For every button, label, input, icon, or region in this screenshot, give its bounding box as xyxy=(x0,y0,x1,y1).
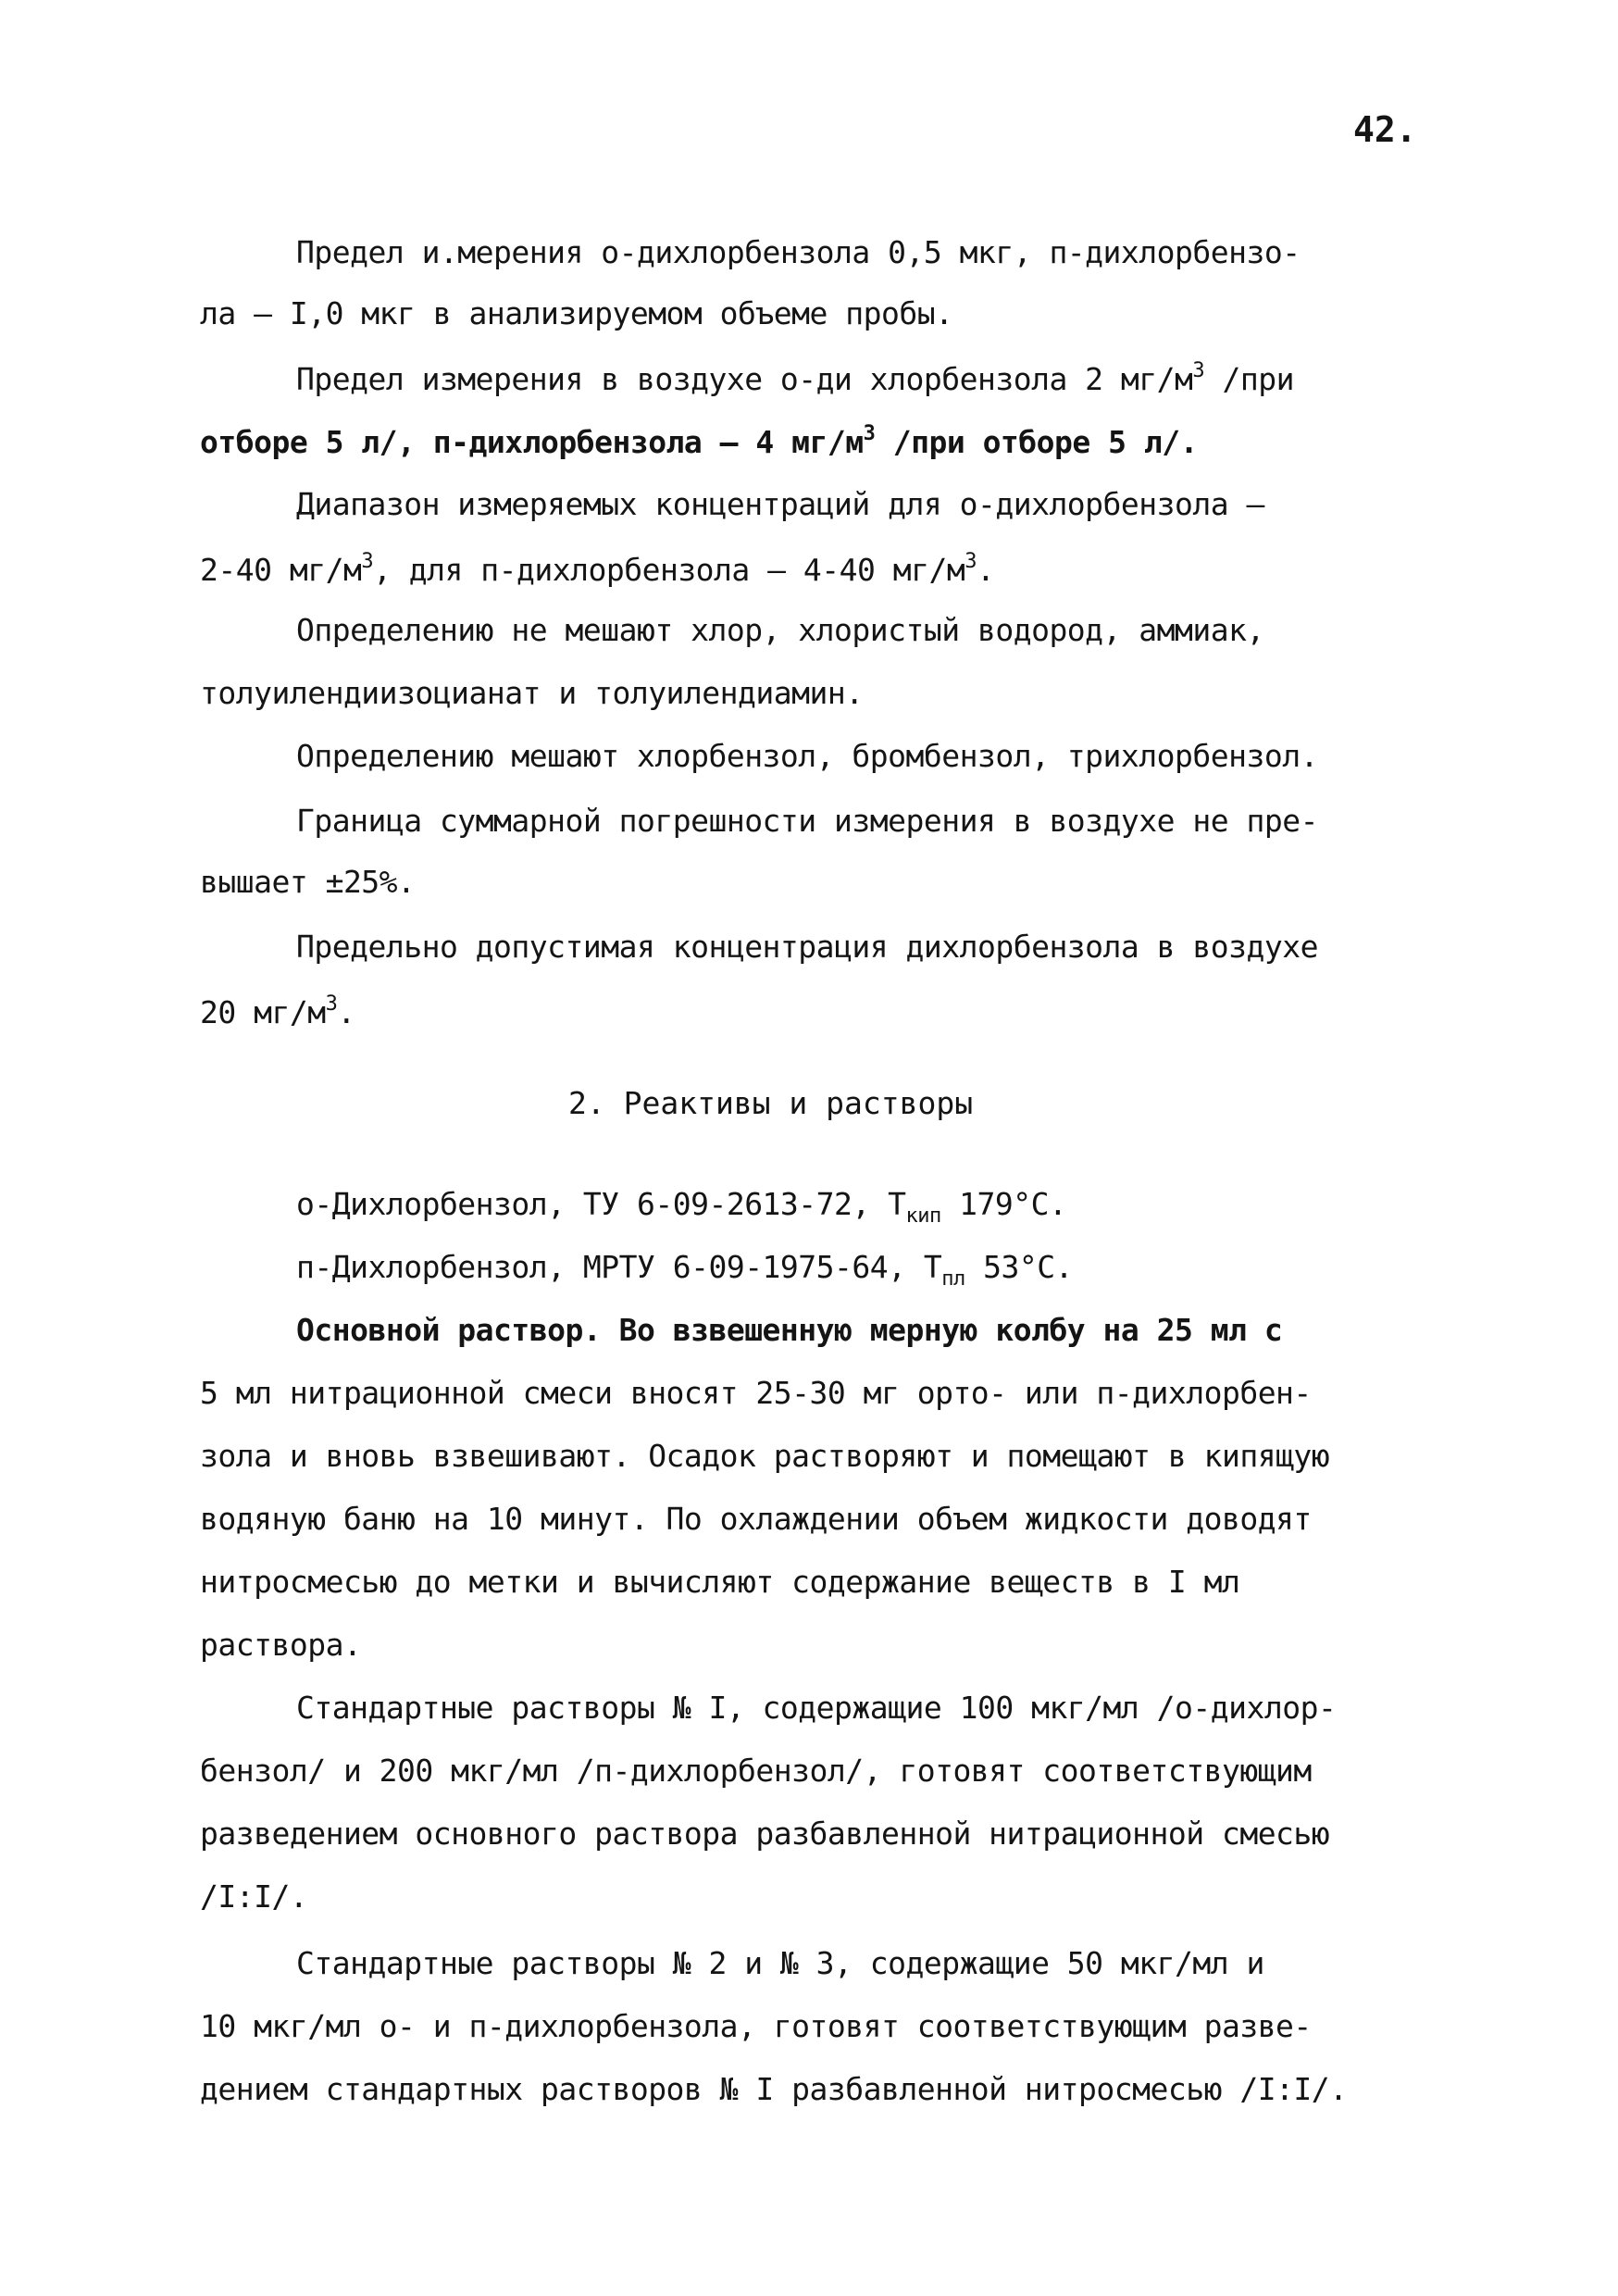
text-line: нитросмесью до метки и вычисляют содержание веществ в I мл xyxy=(200,1564,1240,1600)
text-run: /при отборе 5 л/. xyxy=(875,424,1198,460)
superscript: 3 xyxy=(361,550,374,573)
text-run: , для п-дихлорбензола – 4-40 мг/м xyxy=(373,552,965,588)
text-run: 2-40 мг/м xyxy=(200,552,362,588)
superscript: 3 xyxy=(965,550,977,573)
text-line: ла – I,0 мкг в анализируемом объеме пробы. xyxy=(200,295,953,331)
text-line xyxy=(296,1186,1067,1228)
text-line: Диапазон измеряемых концентраций для о-дихлорбензола – xyxy=(296,486,1264,522)
text-run: Предел измерения в воздухе о-ди хлорбензола 2 мг/м xyxy=(296,361,1193,397)
text-run: о-Дихлорбензол, ТУ 6-09-2613-72, Т xyxy=(296,1186,906,1222)
text-line: Основной раствор. Во взвешенную мерную колбу на 25 мл с xyxy=(296,1312,1283,1348)
text-line: Стандартные растворы № I, содержащие 100 мкг/мл /о-дихлор- xyxy=(296,1690,1337,1726)
text-line: вышает ±25%. xyxy=(200,864,416,900)
text-run: . xyxy=(976,552,995,588)
text-line xyxy=(200,422,1198,460)
text-line: зола и вновь взвешивают. Осадок растворяют и помещают в кипящую xyxy=(200,1438,1330,1474)
subscript: кип xyxy=(905,1204,941,1228)
text-line: водяную баню на 10 минут. По охлаждении объем жидкости доводят xyxy=(200,1501,1312,1537)
text-run: п-Дихлорбензол, МРТУ 6-09-1975-64, Т xyxy=(296,1249,942,1285)
text-line: дением стандартных растворов № I разбавленной нитросмесью /I:I/. xyxy=(200,2071,1348,2107)
text-run: 179°С. xyxy=(940,1186,1067,1222)
superscript: 3 xyxy=(863,422,876,445)
text-line: /I:I/. xyxy=(200,1878,308,1915)
text-line: толуилендиизоцианат и толуилендиамин. xyxy=(200,675,864,711)
text-line xyxy=(200,994,355,1028)
text-line: Граница суммарной погрешности измерения в воздухе не пре- xyxy=(296,803,1318,839)
text-line: Стандартные растворы № 2 и № 3, содержащие 50 мкг/мл и xyxy=(296,1945,1264,1981)
text-run: отборе 5 л/, п-дихлорбензола – 4 мг/м xyxy=(200,424,864,460)
subscript: пл xyxy=(941,1267,965,1291)
text-line: 10 мкг/мл о- и п-дихлорбензола, готовят соответствующим разве- xyxy=(200,2008,1312,2044)
text-line: Определению мешают хлорбензол, бромбензол, трихлорбензол. xyxy=(296,738,1318,774)
superscript: 3 xyxy=(325,992,338,1016)
text-line: раствора. xyxy=(200,1627,362,1663)
section-heading: 2. Реактивы и растворы xyxy=(568,1085,974,1121)
text-line xyxy=(200,550,995,588)
text-run: 20 мг/м xyxy=(200,994,326,1030)
text-run: 53°С. xyxy=(965,1249,1073,1285)
text-run: /при xyxy=(1204,361,1294,397)
text-line: Предельно допустимая концентрация дихлорбензола в воздухе xyxy=(296,929,1318,965)
text-line: 5 мл нитрационной смеси вносят 25-30 мг орто- или п-дихлорбен- xyxy=(200,1375,1312,1411)
text-line: бензол/ и 200 мкг/мл /п-дихлорбензол/, готовят соответствующим xyxy=(200,1753,1312,1789)
superscript: 3 xyxy=(1192,359,1205,382)
text-line: разведением основного раствора разбавленной нитрационной смесью xyxy=(200,1816,1330,1852)
text-run: . xyxy=(337,994,355,1030)
text-line xyxy=(296,1249,1073,1291)
page-number: 42. xyxy=(1353,109,1417,150)
text-line: Предел и.мерения о-дихлорбензола 0,5 мкг, п-дихлорбензо- xyxy=(296,234,1301,270)
text-line xyxy=(296,359,1294,397)
text-line: Определению не мешают хлор, хлористый водород, аммиак, xyxy=(296,612,1264,648)
